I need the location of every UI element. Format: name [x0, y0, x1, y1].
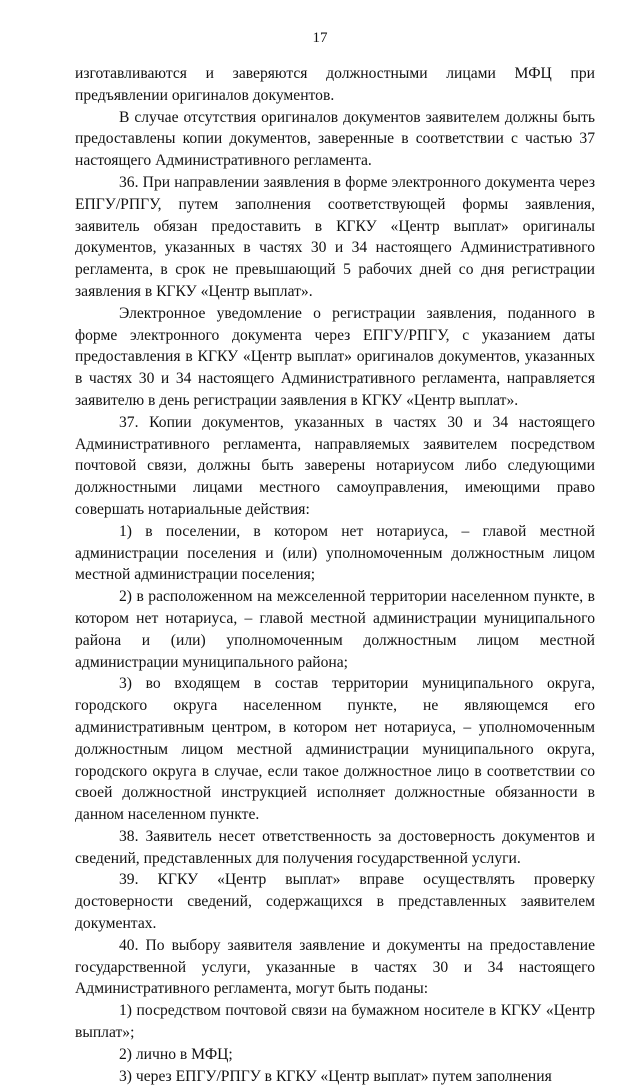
paragraph-37: 37. Копии документов, указанных в частях 30 и 34 настоящего Административного регламента, направляемых заявителем посредством почтовой связи, должны быть заверены нотариусом либо следующими должностными лицами местного самоуправления, имеющими право совершать нотариальные действия: — [75, 413, 595, 518]
paragraph-37-item-3: 3) во входящем в состав территории муниципального округа, городского округа населенном пункте, не являющемся его административным центром, в котором нет нотариуса, – уполномоченным должностным лицом местной администрации муниципального округа, городского округа в случае, если такое должностное лицо в соответствии со своей должностной инструкцией исполняет должностные обязанности в данном населенном пункте. — [75, 675, 595, 824]
paragraph-continued: изготавливаются и заверяются должностными лицами МФЦ при предъявлении оригиналов документов. — [75, 65, 595, 104]
paragraph-39: 39. КГКУ «Центр выплат» вправе осуществлять проверку достоверности сведений, содержащихся в представленных заявителем документах. — [75, 871, 595, 933]
document-body — [75, 63, 595, 1087]
paragraph-40-item-2: 2) лично в МФЦ; — [119, 1045, 233, 1063]
paragraph-40: 40. По выбору заявителя заявление и документы на предоставление государственной услуги, указанные в частях 30 и 34 настоящего Административного регламента, могут быть поданы: — [75, 936, 595, 998]
page-number: 17 — [312, 30, 328, 46]
paragraph-38: 38. Заявитель несет ответственность за достоверность документов и сведений, представленных для получения государственной услуги. — [75, 827, 595, 867]
paragraph-40-item-3: 3) через ЕПГУ/РПГУ в КГКУ «Центр выплат» путем заполнения — [119, 1067, 552, 1085]
paragraph-37-item-1: 1) в поселении, в котором нет нотариуса, – главой местной администрации поселения и (или) уполномоченным должностным лицом местной администрации поселения; — [75, 522, 595, 584]
paragraph-electronic-notification: Электронное уведомление о регистрации заявления, поданного в форме электронного документа через ЕПГУ/РПГУ, с указанием даты предоставления в КГКУ «Центр выплат» оригиналов документов, указанных в частях 30 и 34 настоящего Административного регламента, направляется заявителю в день регистрации заявления в КГКУ «Центр выплат». — [75, 304, 595, 409]
paragraph-40-item-1: 1) посредством почтовой связи на бумажном носителе в КГКУ «Центр выплат»; — [75, 1002, 595, 1042]
paragraph-37-item-2: 2) в расположенном на межселенной территории населенном пункте, в котором нет нотариуса, – главой местной администрации муниципального района и (или) уполномоченным должностным лицом местной администрации муниципального района; — [75, 588, 595, 671]
paragraph-36: 36. При направлении заявления в форме электронного документа через ЕПГУ/РПГУ, путем заполнения соответствующей формы заявления, заявитель обязан предоставить в КГКУ «Центр выплат» оригиналы документов, указанных в частях 30 и 34 настоящего Административного регламента, в срок не превышающий 5 рабочих дней со дня регистрации заявления в КГКУ «Центр выплат». — [75, 173, 595, 300]
paragraph-copies-if-no-originals: В случае отсутствия оригиналов документов заявителем должны быть предоставлены копии документов, заверенные в соответствии с частью 37 настоящего Административного регламента. — [75, 108, 595, 170]
